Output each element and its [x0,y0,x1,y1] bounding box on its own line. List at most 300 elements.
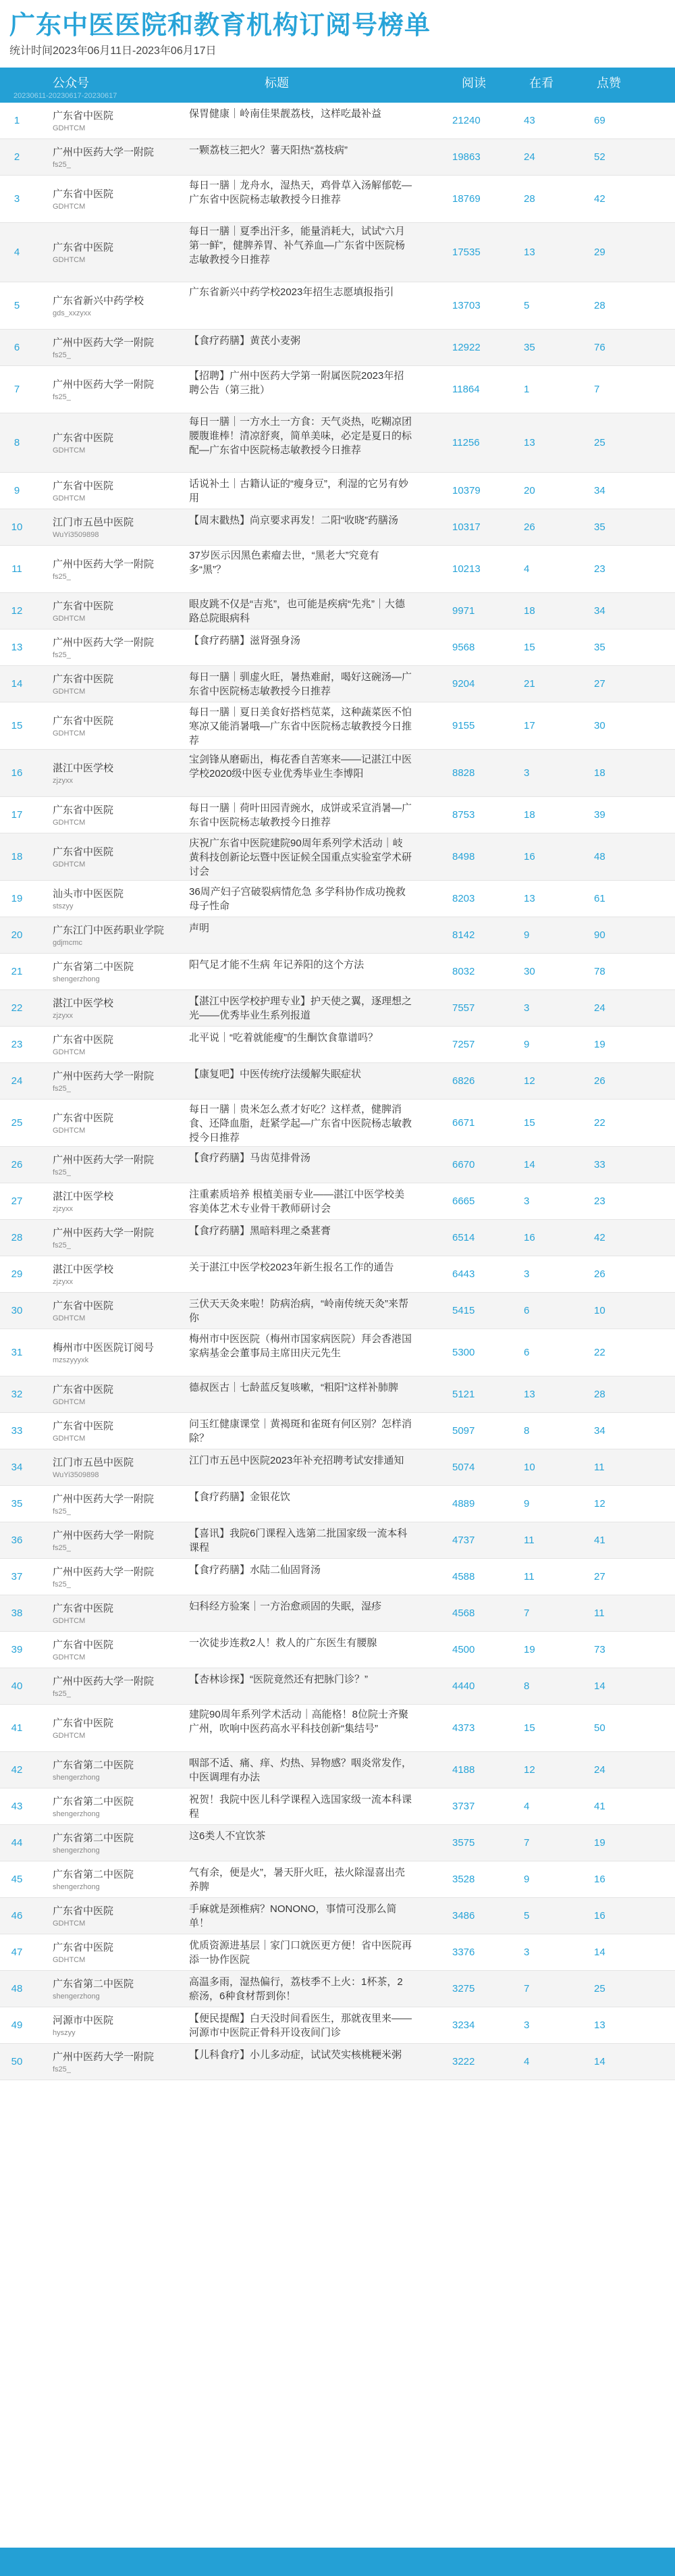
account-name: 湛江中医学校 [53,1191,114,1202]
table-row[interactable] [0,2044,675,2080]
like-count: 35 [594,521,605,533]
like-count: 27 [594,678,605,690]
table-row[interactable] [0,954,675,990]
like-count: 23 [594,563,605,575]
account-id: GDHTCM [53,688,86,696]
rank-number: 36 [11,1535,23,1546]
read-count: 21240 [452,115,481,126]
like-count: 34 [594,1425,605,1437]
like-count: 14 [594,2056,605,2067]
account-cell [53,600,188,624]
article-title[interactable]: 问玉红健康课堂｜黄褐斑和雀斑有何区别？怎样消除？ [189,1418,412,1444]
like-count: 24 [594,1002,605,1014]
table-row[interactable] [0,1632,675,1668]
account-name: 广东省中医院 [53,804,114,816]
table-row[interactable] [0,666,675,702]
table-row[interactable] [0,1147,675,1183]
table-row[interactable] [0,282,675,330]
rank-number: 48 [11,1983,23,1994]
rank-number: 4 [14,247,20,258]
article-title[interactable]: 37岁医示因黑色素瘤去世，“黑老大”究竟有多“黑”？ [189,549,379,575]
account-name: 广州中医药大学一附院 [53,559,155,570]
header [0,0,675,65]
account-cell [53,1905,188,1929]
account-id: zjzyxx [53,1205,73,1213]
article-title[interactable]: 【食疗药膳】黄芪小麦粥 [189,335,301,346]
article-title[interactable]: 祝贺！我院中医儿科学课程入选国家级一流本科课程 [189,1794,412,1820]
account-id: fs25_ [53,1544,71,1552]
account-id: fs25_ [53,1580,71,1589]
rank-number: 14 [11,678,23,690]
table-row[interactable] [0,1329,675,1376]
table-row[interactable] [0,1413,675,1449]
read-count: 10317 [452,521,481,533]
rank-number: 19 [11,893,23,904]
table-row[interactable] [0,917,675,954]
like-count: 76 [594,342,605,353]
account-cell [53,1832,188,1856]
table-row[interactable] [0,1027,675,1063]
rank-number: 15 [11,720,23,731]
article-title[interactable]: 【湛江中医学校护理专业】护天使之翼，逐理想之光——优秀毕业生系列报道 [189,996,412,1021]
table-row[interactable] [0,1376,675,1413]
watermark: 20230611-20230617-20230617 [14,92,117,100]
account-cell [53,960,188,985]
like-count: 52 [594,151,605,163]
account-name: 湛江中医学校 [53,763,114,774]
table-row[interactable] [0,1220,675,1256]
table-row[interactable] [0,1752,675,1788]
account-cell [53,1795,188,1820]
account-name: 广州中医药大学一附院 [53,1530,155,1541]
article-title[interactable]: 三伏天天灸来啦！防病治病，“岭南传统天灸”来帮你 [189,1298,408,1324]
table-row[interactable] [0,1559,675,1595]
look-count: 16 [524,851,535,862]
article-title[interactable]: 每日一膳｜龙舟水，湿热天，鸡骨草入汤解郁乾—广东省中医院杨志敏教授今日推荐 [189,179,412,205]
account-name: 湛江中医学校 [53,1264,114,1275]
account-cell [53,558,188,582]
article-title[interactable]: 每日一膳｜贵米怎么煮才好吃？这样煮，健脾消食、还降血脂，赶紧学起—广东省中医院杨志敏教授今日推荐 [189,1103,412,1143]
account-cell [53,1383,188,1408]
article-title[interactable]: 关于湛江中医学校2023年新生报名工作的通告 [189,1262,394,1273]
article-title[interactable]: 保胃健康｜岭南佳果靓荔枝，这样吃最补益 [189,108,382,120]
read-count: 9568 [452,642,475,653]
rank-number: 37 [11,1571,23,1582]
account-id: WuYi3509898 [53,531,99,539]
look-count: 4 [524,1801,530,1812]
rank-number: 47 [11,1947,23,1958]
account-id: zjzyxx [53,1012,73,1020]
account-id: fs25_ [53,1168,71,1177]
article-title[interactable]: 每日一膳｜夏季出汗多，能量消耗大，试试“六月第一鲜”，健脾养胃、补气养血—广东省中医院杨志敏教授今日推荐 [189,226,405,265]
look-count: 3 [524,1195,530,1207]
read-count: 5415 [452,1305,475,1316]
table-row[interactable] [0,413,675,473]
rank-number: 28 [11,1232,23,1243]
account-cell [53,146,188,170]
like-count: 90 [594,929,605,941]
account-id: shengerzhong [53,1774,100,1782]
account-cell [53,378,188,403]
account-cell [53,1227,188,1251]
table-row[interactable] [0,1486,675,1522]
table-row[interactable] [0,546,675,593]
table-row[interactable] [0,1595,675,1632]
like-count: 26 [594,1268,605,1280]
account-cell [53,294,188,319]
look-count: 3 [524,1002,530,1014]
read-count: 8753 [452,809,475,821]
rank-number: 44 [11,1837,23,1849]
article-title[interactable]: 【食疗药膳】金银花饮 [189,1491,291,1503]
table-row[interactable] [0,176,675,223]
account-name: 广东省中医院 [53,1603,114,1614]
account-cell [53,1112,188,1136]
article-title[interactable]: 每日一膳｜荷叶田园青豌水，成饼或采宣消暑—广东省中医院杨志敏教授今日推荐 [189,802,412,828]
account-id: GDHTCM [53,256,86,264]
account-cell [53,1978,188,2002]
look-count: 20 [524,485,535,496]
table-row[interactable] [0,1183,675,1220]
article-title[interactable]: 每日一膳｜夏日美食好搭档苋菜，这种蔬菜医不怕寒凉又能消暑哦—广东省中医院杨志敏教授今日推荐 [189,706,412,746]
article-title[interactable]: 阳气足才能不生病 年记养阳的这个方法 [189,959,364,971]
look-count: 3 [524,1268,530,1280]
read-count: 8142 [452,929,475,941]
account-id: shengerzhong [53,975,100,983]
column-header-title: 标题 [265,76,289,90]
account-id: GDHTCM [53,1732,86,1740]
article-title[interactable]: 【食疗药膳】黑暗料理之桑葚膏 [189,1225,331,1237]
rank-number: 30 [11,1305,23,1316]
read-count: 5074 [452,1462,475,1473]
table-row[interactable] [0,1861,675,1898]
look-count: 12 [524,1075,535,1087]
article-title[interactable]: 【便民提醒】白天没时间看医生，那就夜里来——河源市中医院正骨科开设夜间门诊 [189,2013,412,2038]
read-count: 6514 [452,1232,475,1243]
read-count: 5097 [452,1425,475,1437]
table-row[interactable] [0,1934,675,1971]
article-title[interactable]: 手麻就是颈椎病？NONONO，事情可没那么简单！ [189,1903,397,1929]
like-count: 10 [594,1305,605,1316]
table-row[interactable] [0,629,675,666]
account-name: 河源市中医院 [53,2015,114,2026]
article-title[interactable]: 江门市五邑中医院2023年补充招聘考试安排通知 [189,1455,404,1466]
like-count: 28 [594,1389,605,1400]
like-count: 48 [594,851,605,862]
article-title[interactable]: 梅州市中医医院（梅州市国家病医院）拜会香港国家病基金会董事局主席田庆元先生 [189,1333,412,1359]
account-id: fs25_ [53,651,71,659]
like-count: 16 [594,1874,605,1885]
account-id: shengerzhong [53,1883,100,1891]
account-name: 广东省中医院 [53,480,114,492]
article-title[interactable]: 声明 [189,923,210,934]
table-row[interactable] [0,797,675,833]
table-row[interactable] [0,1256,675,1293]
look-count: 13 [524,247,535,258]
like-count: 22 [594,1117,605,1129]
read-count: 3528 [452,1874,475,1885]
read-count: 3486 [452,1910,475,1922]
table-row[interactable] [0,1971,675,2007]
look-count: 7 [524,1837,530,1849]
read-count: 3575 [452,1837,475,1849]
article-title[interactable]: 一次徒步连救2人！救人的广东医生有腰腺 [189,1637,377,1649]
table-row[interactable] [0,103,675,139]
ranking-table [0,103,675,2080]
like-count: 25 [594,437,605,448]
table-row[interactable] [0,750,675,797]
like-count: 28 [594,300,605,311]
like-count: 33 [594,1159,605,1170]
account-cell [53,2051,188,2075]
account-cell [53,887,188,912]
article-title[interactable]: 庆祝广东省中医院建院90周年系列学术活动｜岐黄科技创新论坛暨中医证候全国重点实验室学术研讨会 [189,837,412,877]
account-id: mzszyyyxk [53,1356,89,1364]
account-id: GDHTCM [53,729,86,738]
read-count: 13703 [452,300,481,311]
rank-number: 2 [14,151,20,163]
like-count: 39 [594,809,605,821]
table-row[interactable] [0,702,675,750]
account-cell [53,924,188,948]
table-row[interactable] [0,223,675,282]
account-name: 广东省中医院 [53,715,114,727]
account-cell [53,1759,188,1783]
column-header-look: 在看 [529,76,554,90]
read-count: 9155 [452,720,475,731]
like-count: 26 [594,1075,605,1087]
article-title[interactable]: 【康复吧】中医传统疗法缓解失眠症状 [189,1068,362,1080]
table-row[interactable] [0,330,675,366]
like-count: 61 [594,893,605,904]
account-name: 广州中医药大学一附院 [53,1227,155,1239]
like-count: 19 [594,1837,605,1849]
account-cell [53,109,188,134]
table-row[interactable] [0,509,675,546]
table-row[interactable] [0,366,675,413]
read-count: 3275 [452,1983,475,1994]
article-title[interactable]: 【招聘】广州中医药大学第一附属医院2023年招聘公告（第三批） [189,369,404,396]
article-title[interactable]: 一颗荔枝三把火？薯天阳热“荔枝病” [189,145,348,156]
rank-number: 12 [11,605,23,617]
read-count: 8032 [452,966,475,977]
table-row[interactable] [0,1100,675,1147]
article-title[interactable]: 气有余，便是火”，暑天肝火旺，祛火除湿喜出壳养脾 [189,1867,405,1892]
page-title: 广东中医医院和教育机构订阅号榜单 [9,11,431,40]
table-row[interactable] [0,1063,675,1100]
read-count: 5121 [452,1389,475,1400]
account-id: stszyy [53,902,74,910]
article-title[interactable]: 咽部不适、痛、痒、灼热、异物感？咽炎常发作，中医调理有办法 [189,1757,412,1783]
article-title[interactable]: 【喜讯】我院6门课程入选第二批国家级一流本科课程 [189,1528,408,1553]
like-count: 42 [594,193,605,205]
table-row[interactable] [0,1705,675,1752]
account-cell [53,1941,188,1965]
table-row[interactable] [0,1522,675,1559]
account-id: zjzyxx [53,777,73,785]
stats-period: 统计时间2023年06月11日-2023年06月17日 [9,45,217,57]
article-title[interactable]: 宝剑锋从磨砺出，梅花香自苦寒来——记湛江中医学校2020级中医专业优秀毕业生李博阳 [189,753,412,779]
look-count: 21 [524,678,535,690]
account-cell [53,762,188,786]
article-title[interactable]: 每日一膳｜驯虚火旺，暑热难耐，喝好这碗汤—广东省中医院杨志敏教授今日推荐 [189,671,412,697]
look-count: 11 [524,1571,535,1582]
account-id: hyszyy [53,2029,76,2037]
article-title[interactable]: 北平说｜“吃着就能瘦”的生酮饮食靠谱吗？ [189,1032,378,1044]
article-title[interactable]: 【食疗药膳】马齿苋排骨汤 [189,1152,311,1164]
read-count: 4588 [452,1571,475,1582]
article-title[interactable]: 注重素质培养 根植美丽专业——湛江中医学校美容美体艺术专业骨干教师研讨会 [189,1189,405,1214]
account-cell [53,636,188,661]
account-name: 江门市五邑中医院 [53,517,134,528]
look-count: 7 [524,1607,530,1619]
article-title[interactable]: 【儿科食疗】小儿多动症，试试芡实核桃粳米粥 [189,2049,402,2061]
account-cell [53,1154,188,1178]
article-title[interactable]: 【杏林诊探】“医院竟然还有把脉门诊？” [189,1674,368,1685]
rank-number: 18 [11,851,23,862]
rank-number: 24 [11,1075,23,1087]
look-count: 6 [524,1305,530,1316]
read-count: 4889 [452,1498,475,1510]
account-cell [53,1299,188,1324]
account-name: 广东省中医院 [53,1112,114,1124]
like-count: 23 [594,1195,605,1207]
account-name: 湛江中医学校 [53,998,114,1009]
read-count: 4568 [452,1607,475,1619]
account-id: GDHTCM [53,1435,86,1443]
account-name: 广州中医药大学一附院 [53,1154,155,1166]
look-count: 26 [524,521,535,533]
read-count: 8498 [452,851,475,862]
table-row[interactable] [0,139,675,176]
table-row[interactable] [0,1825,675,1861]
look-count: 9 [524,1874,530,1885]
read-count: 10213 [452,563,481,575]
account-id: shengerzhong [53,1847,100,1855]
account-name: 广东省中医院 [53,600,114,612]
account-cell [53,1263,188,1287]
look-count: 14 [524,1159,535,1170]
account-id: fs25_ [53,393,71,401]
article-title[interactable]: 眼皮跳不仅是“吉兆”，也可能是疾病“先兆”｜大德路总院眼病科 [189,598,405,624]
like-count: 19 [594,1039,605,1050]
like-count: 24 [594,1764,605,1776]
account-id: shengerzhong [53,1992,100,2001]
account-cell [53,2014,188,2038]
article-title[interactable]: 每日一膳｜一方水土一方食：天气炎热，吃糊凉团腰腹谁棒！清凉舒爽，简单美味，必定是夏日的标配—广东省中医院杨志敏教授今日推荐 [189,416,412,456]
account-name: 广州中医药大学一附院 [53,1676,155,1687]
table-row[interactable] [0,593,675,629]
rank-number: 35 [11,1498,23,1510]
account-id: shengerzhong [53,1810,100,1818]
article-title[interactable]: 高温多雨，湿热偏行，荔枝季不上火：1杯茶，2瘀汤，6种食材帮到你！ [189,1976,403,2002]
rank-number: 45 [11,1874,23,1885]
account-id: GDHTCM [53,1314,86,1322]
look-count: 9 [524,1498,530,1510]
article-title[interactable]: 妇科经方验案｜一方治愈顽固的失眠，湿疹 [189,1601,382,1612]
read-count: 7557 [452,1002,475,1014]
rank-number: 16 [11,767,23,779]
article-title[interactable]: 【食疗药膳】滋肾强身汤 [189,635,301,646]
like-count: 14 [594,1947,605,1958]
article-title[interactable]: 这6类人不宜饮茶 [189,1830,266,1842]
table-row[interactable] [0,1449,675,1486]
rank-number: 9 [14,485,20,496]
table-row[interactable] [0,2007,675,2044]
account-name: 广东省中医院 [53,1034,114,1046]
table-row[interactable] [0,1898,675,1934]
table-row[interactable] [0,1668,675,1705]
look-count: 7 [524,1983,530,1994]
account-cell [53,1341,188,1366]
rank-number: 20 [11,929,23,941]
look-count: 8 [524,1680,530,1692]
rank-number: 1 [14,115,20,126]
table-row[interactable] [0,1788,675,1825]
account-name: 广东省中医院 [53,673,114,685]
account-cell [53,1717,188,1741]
article-title[interactable]: 【食疗药膳】水陆二仙固肾汤 [189,1564,321,1576]
account-name: 广东省中医院 [53,1639,114,1651]
table-row[interactable] [0,990,675,1027]
like-count: 7 [594,384,600,395]
account-id: fs25_ [53,351,71,359]
read-count: 4737 [452,1535,475,1546]
like-count: 16 [594,1910,605,1922]
like-count: 50 [594,1722,605,1734]
look-count: 1 [524,384,530,395]
column-header-account: 公众号 [53,76,89,90]
look-count: 10 [524,1462,535,1473]
account-id: zjzyxx [53,1278,73,1286]
article-title[interactable]: 优质资源进基层｜家门口就医更方便！省中医院再添一协作医院 [189,1940,412,1965]
rank-number: 8 [14,437,20,448]
article-title[interactable]: 广东省新兴中药学校2023年招生志愿填报指引 [189,286,394,298]
account-id: GDHTCM [53,1920,86,1928]
account-id: GDHTCM [53,446,86,455]
account-cell [53,1493,188,1517]
account-cell [53,516,188,540]
article-title[interactable]: 话说补土｜古籍认证的“瘦身豆”，利湿的它另有妙用 [189,478,408,504]
table-row[interactable] [0,833,675,881]
table-row[interactable] [0,881,675,917]
look-count: 4 [524,2056,530,2067]
article-title[interactable]: 德叔医古｜七龄蓝反复咳嗽，“粗阳”这样补肺脾 [189,1382,398,1393]
read-count: 11864 [452,384,480,395]
rank-number: 5 [14,300,20,311]
table-row[interactable] [0,473,675,509]
article-title[interactable]: 【周末戳热】尚京要求再发！二阳“收晓”药膳汤 [189,515,398,526]
article-title[interactable]: 建院90周年系列学术活动｜高能格！8位院士齐聚广州，吹响中医药高水平科技创新“集结号” [189,1708,409,1734]
account-name: 广东省中医院 [53,188,114,200]
rank-number: 26 [11,1159,23,1170]
like-count: 41 [594,1535,605,1546]
article-title[interactable]: 36周产妇子宫破裂病情危急 多学科协作成功挽救母子性命 [189,886,406,912]
account-id: GDHTCM [53,860,86,869]
rank-number: 10 [11,521,23,533]
account-name: 广东省中医院 [53,1300,114,1312]
read-count: 6826 [452,1075,475,1087]
read-count: 8203 [452,893,475,904]
account-name: 广东省第二中医院 [53,1759,134,1771]
table-row[interactable] [0,1293,675,1329]
account-id: fs25_ [53,161,71,169]
look-count: 5 [524,1910,530,1922]
rank-number: 38 [11,1607,23,1619]
account-id: fs25_ [53,573,71,581]
read-count: 7257 [452,1039,475,1050]
read-count: 17535 [452,247,481,258]
